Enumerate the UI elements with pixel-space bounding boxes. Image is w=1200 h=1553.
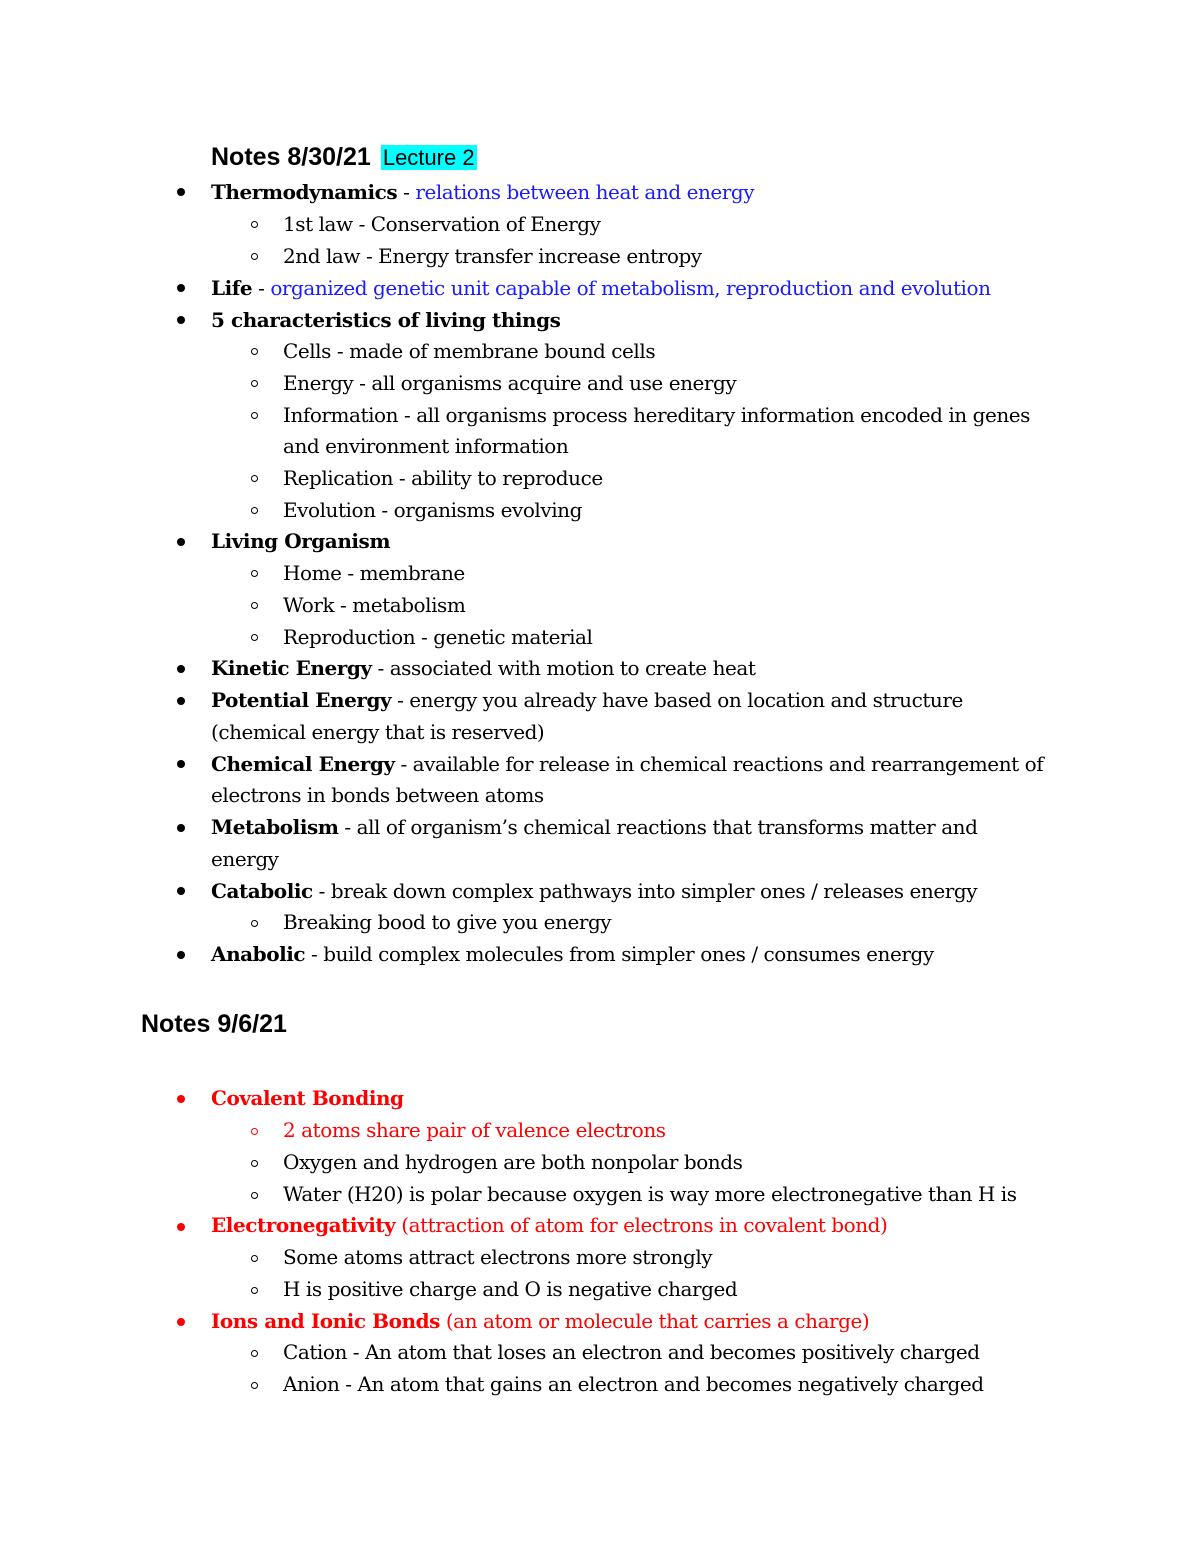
list-item-chemical-cont: electrons in bonds between atoms — [211, 783, 544, 807]
definition: - all of organism’s chemical reactions that transforms matter and — [338, 815, 978, 839]
definition: (attraction of atom for electrons in covalent bond) — [395, 1213, 888, 1237]
list-item-ions — [211, 1305, 869, 1337]
sub-bullet-icon — [251, 507, 258, 514]
sub-item-some-atoms: Some atoms attract electrons more strongly — [283, 1245, 713, 1269]
term: Catabolic — [211, 879, 313, 903]
sub-bullet-icon — [251, 1287, 258, 1294]
term: Potential Energy — [211, 688, 392, 712]
bullet-icon — [177, 316, 185, 324]
list-item-metabolism-cont: energy — [211, 847, 279, 871]
definition: - break down complex pathways into simpler ones / releases energy — [312, 879, 978, 903]
sub-item-water: Water (H20) is polar because oxygen is way more electronegative than H is — [283, 1182, 1017, 1206]
bullet-icon — [177, 824, 185, 832]
definition: - build complex molecules from simpler ones / consumes energy — [305, 942, 934, 966]
definition: - associated with motion to create heat — [371, 656, 756, 680]
bullet-icon — [177, 1318, 185, 1326]
term: Anabolic — [211, 942, 306, 966]
list-item-thermodynamics — [211, 176, 754, 208]
bullet-icon — [177, 697, 185, 705]
sub-item-work: Work - metabolism — [283, 593, 466, 617]
list-item-covalent — [211, 1082, 404, 1114]
sub-item-anion: Anion - An atom that gains an electron and becomes negatively charged — [283, 1372, 984, 1396]
sub-item-law1: 1st law - Conservation of Energy — [283, 212, 601, 236]
definition: - available for release in chemical reactions and rearrangement of — [394, 752, 1044, 776]
list-item-catabolic — [211, 875, 977, 907]
definition: organized genetic unit capable of metabolism, reproduction and evolution — [270, 276, 991, 300]
list-item-living-organism — [211, 525, 390, 557]
sub-item-law2: 2nd law - Energy transfer increase entropy — [283, 244, 702, 268]
term: Thermodynamics — [211, 180, 398, 204]
bullet-icon — [177, 760, 185, 768]
bullet-icon — [177, 951, 185, 959]
term: Electronegativity — [211, 1213, 396, 1237]
sub-bullet-icon — [251, 1350, 258, 1357]
bullet-icon — [177, 887, 185, 895]
bullet-icon — [177, 188, 185, 196]
sub-bullet-icon — [251, 348, 258, 355]
sub-item-information-cont: and environment information — [283, 434, 569, 458]
sub-item-cells: Cells - made of membrane bound cells — [283, 339, 656, 363]
sub-bullet-icon — [251, 602, 258, 609]
list-item-potential-cont: (chemical energy that is reserved) — [211, 720, 545, 744]
term: Life — [211, 276, 253, 300]
definition: - energy you already have based on location and structure — [391, 688, 963, 712]
sub-item-energy: Energy - all organisms acquire and use energy — [283, 371, 737, 395]
term: Kinetic Energy — [211, 656, 372, 680]
list-item-electronegativity — [211, 1209, 887, 1241]
list-item-chemical — [211, 748, 1043, 780]
definition: (an atom or molecule that carries a charge) — [439, 1309, 870, 1333]
sub-bullet-icon — [251, 1128, 258, 1135]
term: Ions and Ionic Bonds — [211, 1309, 440, 1333]
lecture-tag: Lecture 2 — [382, 145, 475, 170]
bullet-icon — [177, 1223, 185, 1231]
list-item-metabolism — [211, 811, 977, 843]
sub-bullet-icon — [251, 1255, 258, 1262]
section1-heading — [211, 142, 477, 173]
sub-item-breaking: Breaking bood to give you energy — [283, 910, 612, 934]
sub-item-cation: Cation - An atom that loses an electron and becomes positively charged — [283, 1340, 980, 1364]
bullet-icon — [177, 1095, 185, 1103]
sub-item-evolution: Evolution - organisms evolving — [283, 498, 582, 522]
sub-bullet-icon — [251, 412, 258, 419]
bullet-icon — [177, 284, 185, 292]
sub-item-replication: Replication - ability to reproduce — [283, 466, 603, 490]
section2-title: Notes 9/6/21 — [141, 1010, 287, 1038]
sub-bullet-icon — [251, 920, 258, 927]
separator: - — [397, 180, 416, 204]
list-item-potential — [211, 684, 963, 716]
sub-bullet-icon — [251, 221, 258, 228]
sub-item-information: Information - all organisms process hereditary information encoded in genes — [283, 403, 1030, 427]
term: 5 characteristics of living things — [211, 308, 561, 332]
term: Metabolism — [211, 815, 339, 839]
separator: - — [252, 276, 271, 300]
term: Covalent Bonding — [211, 1086, 404, 1110]
list-item-characteristics — [211, 304, 561, 336]
sub-bullet-icon — [251, 634, 258, 641]
sub-bullet-icon — [251, 475, 258, 482]
sub-item-share: 2 atoms share pair of valence electrons — [283, 1118, 666, 1142]
term: Living Organism — [211, 529, 391, 553]
list-item-anabolic — [211, 938, 934, 970]
term: Chemical Energy — [211, 752, 395, 776]
sub-bullet-icon — [251, 1192, 258, 1199]
list-item-life — [211, 272, 991, 304]
list-item-kinetic — [211, 652, 755, 684]
sub-item-oxygen: Oxygen and hydrogen are both nonpolar bonds — [283, 1150, 743, 1174]
definition: relations between heat and energy — [415, 180, 755, 204]
bullet-icon — [177, 538, 185, 546]
sub-bullet-icon — [251, 1160, 258, 1167]
sub-bullet-icon — [251, 253, 258, 260]
bullet-icon — [177, 665, 185, 673]
sub-bullet-icon — [251, 570, 258, 577]
sub-bullet-icon — [251, 380, 258, 387]
sub-item-reproduction: Reproduction - genetic material — [283, 625, 593, 649]
sub-item-home: Home - membrane — [283, 561, 465, 585]
sub-item-h-positive: H is positive charge and O is negative charged — [283, 1277, 738, 1301]
section1-title: Notes 8/30/21 — [211, 143, 371, 171]
sub-bullet-icon — [251, 1382, 258, 1389]
